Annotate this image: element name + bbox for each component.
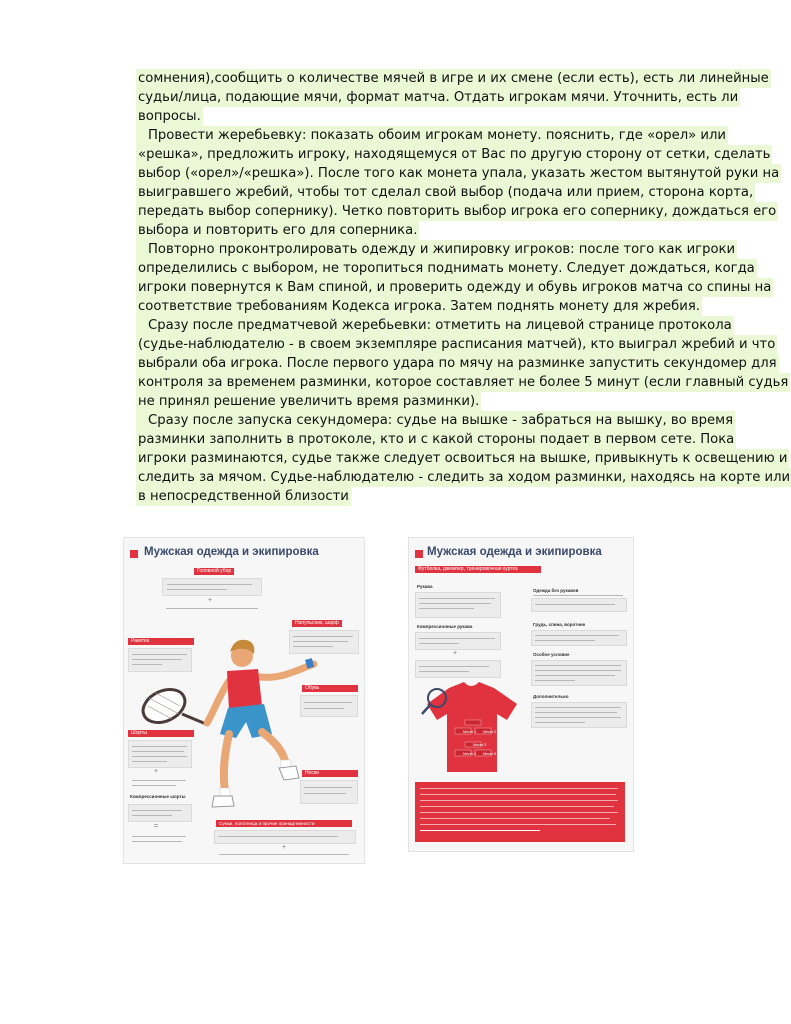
sock-icon <box>220 788 230 796</box>
infographic-mens-clothing-player <box>123 537 365 864</box>
paragraph-5 <box>136 411 791 506</box>
text-line: Повторно проконтролировать одежду и жипировку игроков: после того как игроки <box>136 240 737 259</box>
shirt-zone-label: Место 2 <box>483 730 497 734</box>
info-box <box>531 702 627 728</box>
plus-sign: + <box>282 844 287 851</box>
info-box <box>415 632 501 650</box>
paragraph-2 <box>136 126 780 240</box>
label-bags: Сумки, полотенца и прочие принадлежности <box>216 820 352 827</box>
text-line: выбор («орел»/«решка»). После того как монета упала, указать жестом вытянутой руки на <box>138 166 780 181</box>
title-marker <box>415 550 423 558</box>
paragraph-1 <box>136 69 769 126</box>
text-line: выбрали оба игрока. После первого удара по мячу на разминке запустить секундомер для <box>138 356 777 371</box>
plus-sign: + <box>154 768 159 775</box>
text-line: «решка», предложить игроку, находящемуся от Вас по другую сторону от сетки, сделать <box>138 147 771 162</box>
label-socks: Носки <box>302 770 358 777</box>
info-box <box>531 598 627 612</box>
tennis-player-illustration <box>134 626 334 816</box>
text-line: Сразу после запуска секундомера: судье на вышке - забраться на вышку, во время <box>136 411 735 430</box>
text-line: игроки повернутся к Вам спиной, и проверить одежду и обувь игроков матча со спины на <box>138 280 772 295</box>
plus-sign: = <box>154 823 159 830</box>
info-text <box>166 608 258 609</box>
text-line: Провести жеребьевку: показать обоим игрокам монету. пояснить, где «орел» или <box>136 126 728 145</box>
arm-icon <box>254 664 314 677</box>
info-box <box>531 630 627 646</box>
info-box <box>531 660 627 686</box>
racket-handle-icon <box>182 714 206 724</box>
heading-compression-sleeves: Компрессионные рукава <box>417 624 473 629</box>
heading-special-condition: Особое условие <box>533 652 570 657</box>
heading-additional: Дополнительно <box>533 694 569 699</box>
info-text <box>132 841 182 842</box>
shirt-zone-label: Место 3 <box>473 743 487 747</box>
label-shirt-jacket: Футболка, джемпер, тренировочная куртка <box>415 566 541 573</box>
shirt-zone-label: Место 1 <box>463 730 477 734</box>
plus-sign: + <box>453 650 458 657</box>
shirt-zone-label: Место 4 <box>463 752 477 756</box>
note-panel <box>415 782 625 842</box>
text-line: выбора и повторить его для соперника. <box>138 223 418 238</box>
infographic-title: Мужская одежда и экипировка <box>427 546 602 558</box>
infographic-mens-clothing-shirt <box>408 537 634 852</box>
heading-sleeves: Рукава <box>417 584 433 589</box>
text-line: не принял решение увеличить время разминки). <box>138 394 480 409</box>
text-line: Сразу после предматчевой жеребьевки: отметить на лицевой странице протокола <box>136 316 734 335</box>
text-line: разминки заполнить в протоколе, кто и с какой стороны подает в первом сете. Пока <box>138 432 735 447</box>
text-line: соответствие требованиям Кодекса игрока. Затем поднять монету для жребия. <box>138 299 701 314</box>
text-line: определились с выбором, не торопиться поднимать монету. Следует дождаться, когда <box>138 261 755 276</box>
plus-sign: + <box>208 597 213 604</box>
text-line: в непосредственной близости <box>138 489 349 504</box>
shirt-zone-icon <box>465 720 481 725</box>
shirt-icon <box>227 669 262 710</box>
text-line: судьи/лица, подающие мячи, формат матча. Отдать игрокам мячи. Уточнить, есть ли <box>138 90 739 105</box>
text-line: игроки разминаются, судье также следует освоиться на вышке, привыкнуть к освещению и <box>138 451 788 466</box>
text-line: следить за мячом. Судье-наблюдателю - следить за ходом разминки, находясь на корте или <box>138 470 791 485</box>
label-racket: Ракетка <box>128 638 194 645</box>
infographic-title: Мужская одежда и экипировка <box>144 546 319 558</box>
text-line: передать выбор сопернику). Четко повторить выбор игрока его сопернику, дождаться его <box>138 204 777 219</box>
info-text <box>132 836 186 837</box>
label-shorts: Шорты <box>128 730 194 737</box>
label-shoes: Обувь <box>302 685 358 692</box>
info-box <box>162 578 262 596</box>
label-wristband: Напульсник, шарф <box>292 620 342 627</box>
text-line: выигравшего жребий, чтобы тот сделал свой выбор (подача или прием, сторона корта, <box>138 185 754 200</box>
shirt-zone-label: Место 5 <box>483 752 497 756</box>
tshirt-illustration <box>419 680 524 775</box>
text-line: контроля за временем разминки, которое составляет не более 5 минут (если главный судья <box>138 375 789 390</box>
info-box <box>415 592 501 618</box>
info-text <box>533 595 623 596</box>
heading-sleeveless: Одежда без рукавов <box>533 588 579 593</box>
text-line: вопросы. <box>138 109 201 124</box>
tshirt-icon <box>427 682 517 772</box>
info-box <box>214 830 356 844</box>
heading-compression-shorts: Компрессионные шорты <box>130 794 186 799</box>
shoe-icon <box>279 766 299 780</box>
label-headwear: Головной убор <box>194 568 234 575</box>
info-text <box>219 854 349 855</box>
text-line: (судье-наблюдателю - в своем экземпляре расписания матчей), кто выиграл жребий и что <box>138 337 776 352</box>
paragraph-3 <box>136 240 772 316</box>
info-box <box>415 660 501 678</box>
paragraph-4 <box>136 316 789 411</box>
title-marker <box>130 550 138 558</box>
document-text <box>136 69 791 506</box>
shoe-icon <box>212 796 234 807</box>
heading-chest-back-collar: Грудь, спина, воротник <box>533 622 586 627</box>
text-line: сомнения),сообщить о количестве мячей в игре и их смене (если есть), есть ли линейные <box>138 71 769 86</box>
